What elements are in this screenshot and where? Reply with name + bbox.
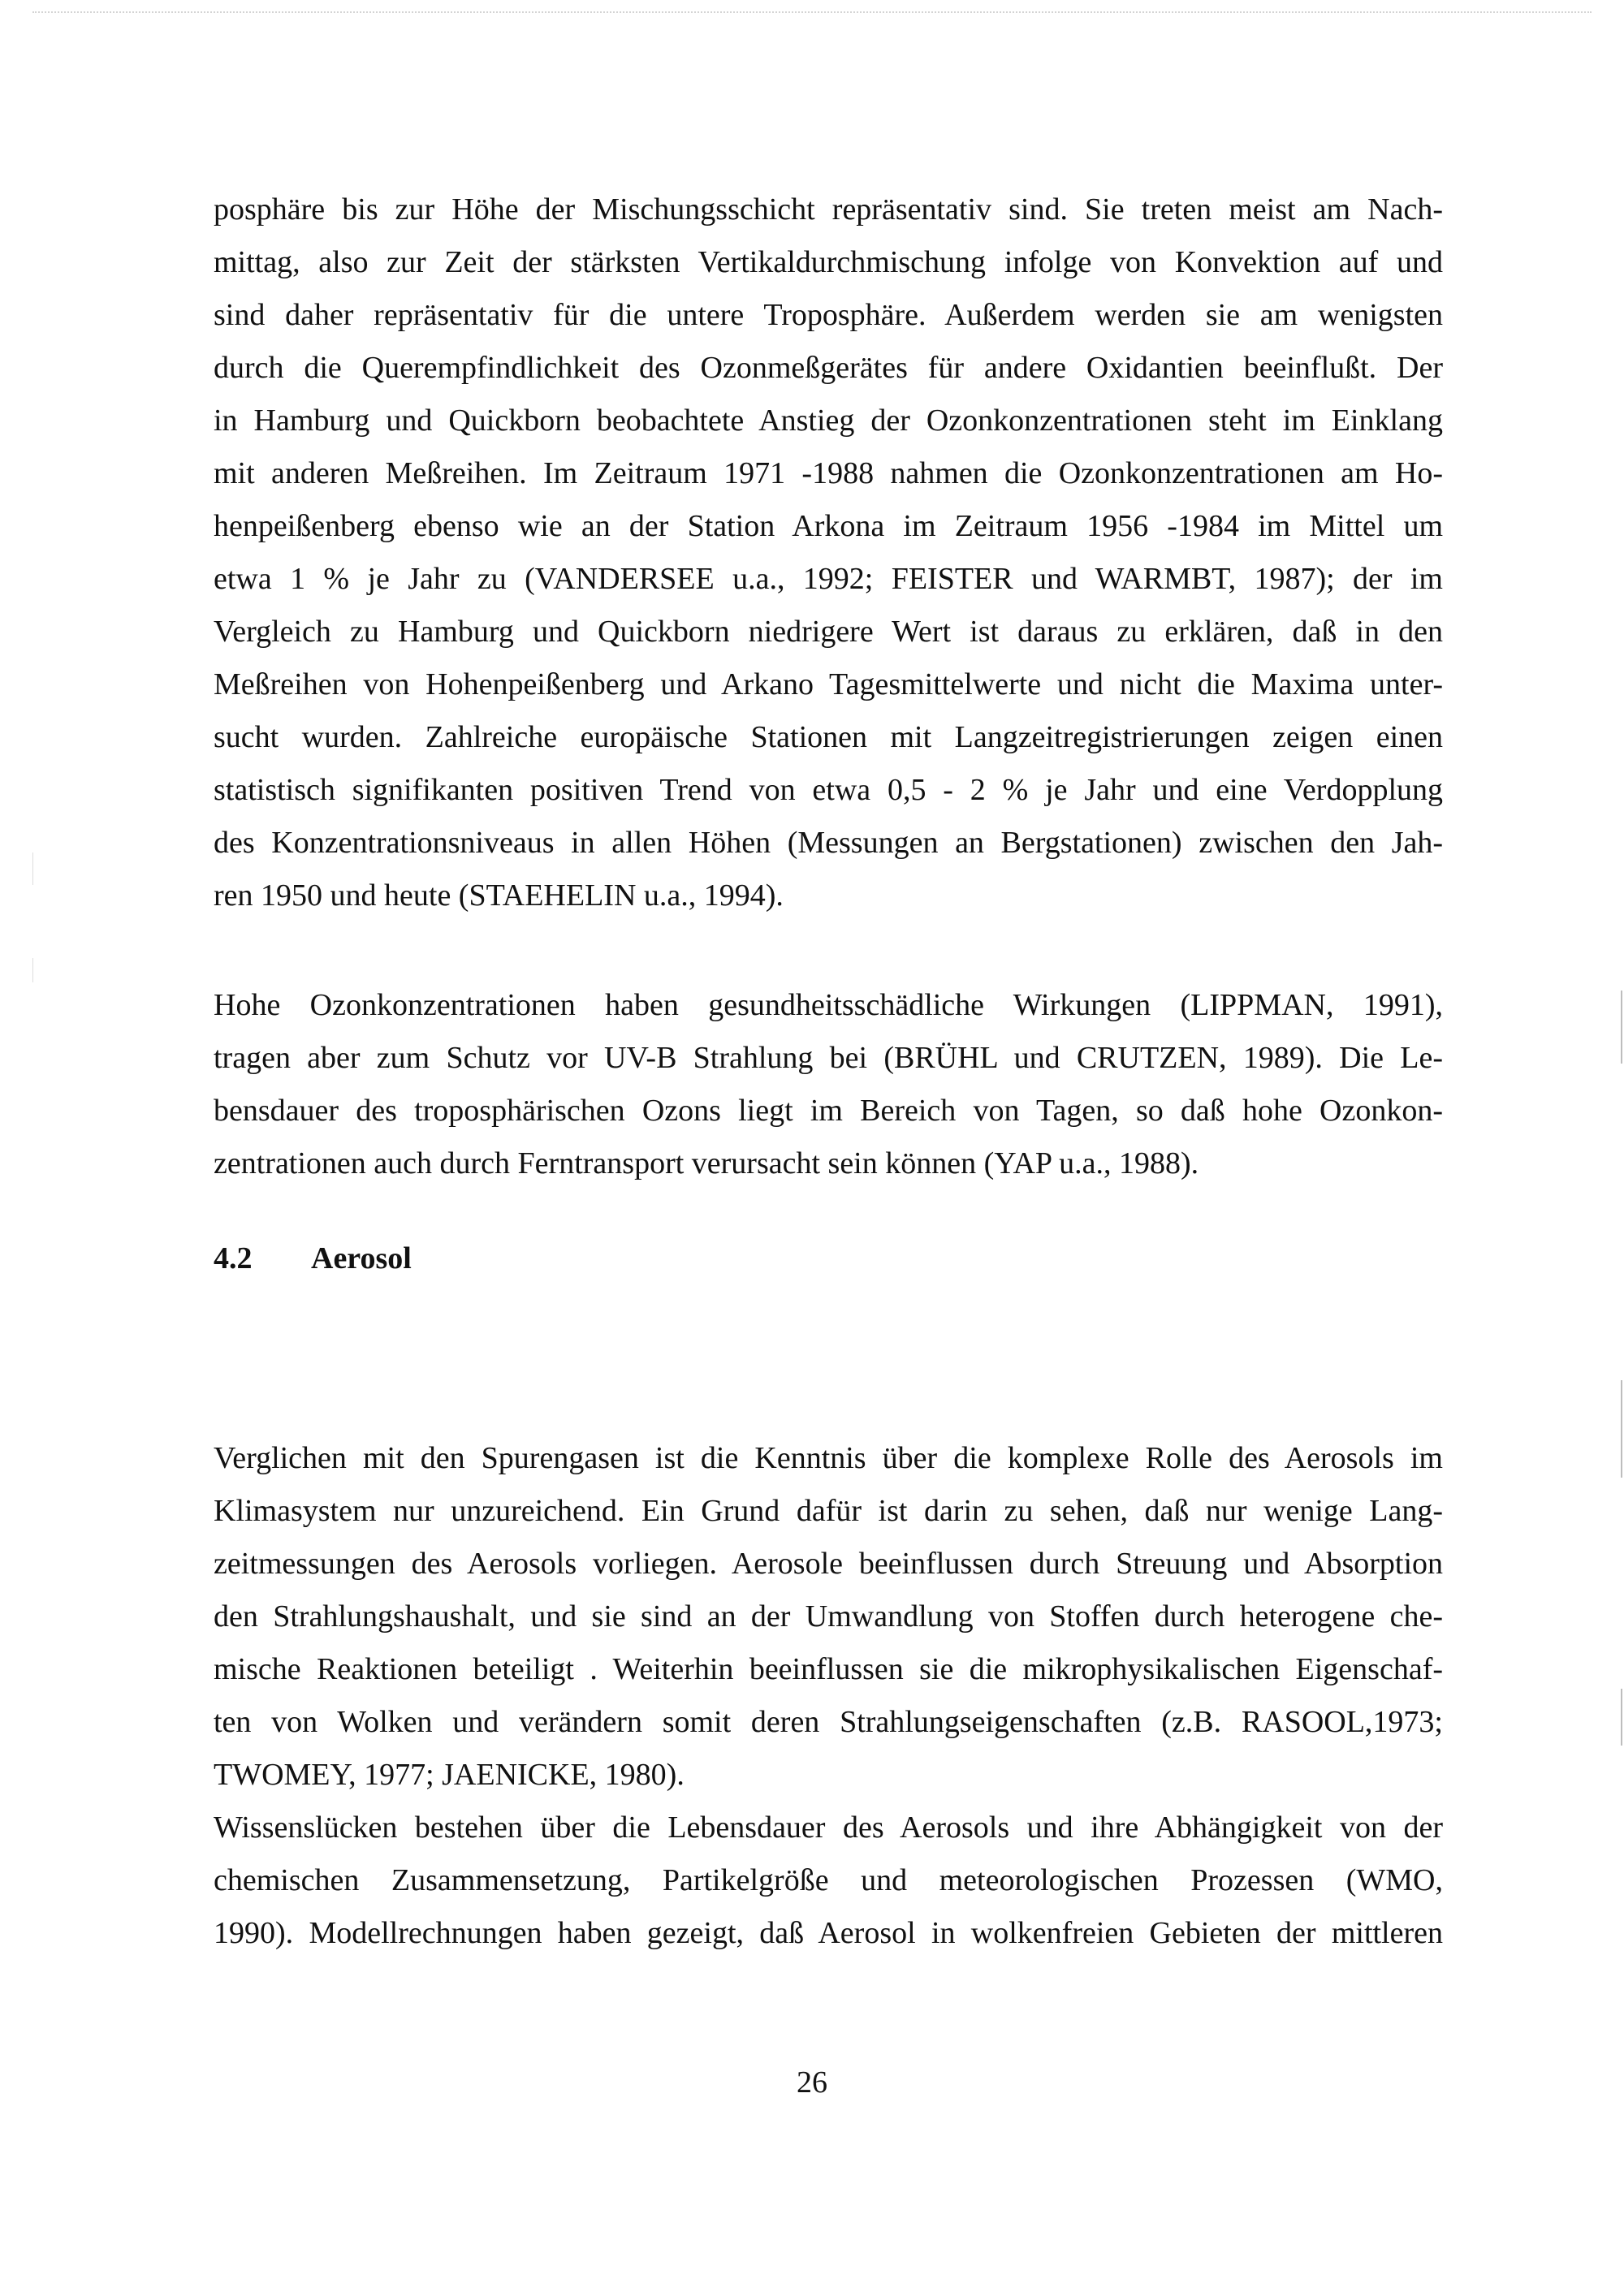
text-line: tragen aber zum Schutz vor UV-B Strahlung bei (BRÜHL und CRUTZEN, 1989). Die Le- [214, 1041, 1443, 1075]
text-line: TWOMEY, 1977; JAENICKE, 1980). [214, 1758, 685, 1792]
text-line: chemischen Zusammensetzung, Partikelgröße und meteorologischen Prozessen (WMO, [214, 1863, 1443, 1897]
section-heading [214, 1234, 412, 1283]
text-line: bensdauer des troposphärischen Ozons liegt im Bereich von Tagen, so daß hohe Ozonkon- [214, 1094, 1443, 1128]
text-line: ten von Wolken und verändern somit deren Strahlungseigenschaften (z.B. RASOOL,1973; [214, 1705, 1443, 1739]
text-line: mit anderen Meßreihen. Im Zeitraum 1971 -1988 nahmen die Ozonkonzentrationen am Ho- [214, 456, 1443, 490]
text-line: Meßreihen von Hohenpeißenberg und Arkano Tagesmittelwerte und nicht die Maxima unter- [214, 667, 1443, 701]
text-line: Hohe Ozonkonzentrationen haben gesundheitsschädliche Wirkungen (LIPPMAN, 1991), [214, 988, 1443, 1022]
text-line: mittag, also zur Zeit der stärksten Vertikaldurchmischung infolge von Konvektion auf und [214, 245, 1443, 279]
text-line: Klimasystem nur unzureichend. Ein Grund dafür ist darin zu sehen, daß nur wenige Lang- [214, 1494, 1443, 1528]
text-line: zentrationen auch durch Ferntransport verursacht sein können (YAP u.a., 1988). [214, 1146, 1199, 1180]
text-line: Verglichen mit den Spurengasen ist die Kenntnis über die komplexe Rolle des Aerosols im [214, 1441, 1443, 1475]
scan-top-edge [32, 11, 1592, 13]
paragraph-ozone-effects [214, 979, 1443, 1190]
section-number: 4.2 [214, 1241, 253, 1275]
paragraph-aerosol-gaps [214, 1802, 1443, 1960]
scan-left-edge-mark [32, 852, 33, 885]
text-line: durch die Querempfindlichkeit des Ozonmeßgerätes für andere Oxidantien beeinflußt. Der [214, 351, 1443, 385]
scan-right-edge-mark [1621, 1380, 1622, 1478]
text-line: den Strahlungshaushalt, und sie sind an der Umwandlung von Stoffen durch heterogene che- [214, 1599, 1443, 1634]
scan-right-edge-mark [1621, 990, 1622, 1064]
text-line: des Konzentrationsniveaus in allen Höhen (Messungen an Bergstationen) zwischen den Jah- [214, 826, 1443, 860]
text-line: mische Reaktionen beteiligt . Weiterhin beeinflussen sie die mikrophysikalischen Eigenschaf- [214, 1652, 1443, 1686]
text-line: henpeißenberg ebenso wie an der Station Arkona im Zeitraum 1956 -1984 im Mittel um [214, 509, 1443, 543]
text-line: etwa 1 % je Jahr zu (VANDERSEE u.a., 1992; FEISTER und WARMBT, 1987); der im [214, 562, 1443, 596]
scan-left-edge-mark [32, 958, 33, 982]
text-line: Wissenslücken bestehen über die Lebensdauer des Aerosols und ihre Abhängigkeit von der [214, 1810, 1443, 1845]
page-number: 26 [797, 2065, 827, 2100]
text-line: zeitmessungen des Aerosols vorliegen. Aerosole beeinflussen durch Streuung und Absorption [214, 1547, 1443, 1581]
text-line: in Hamburg und Quickborn beobachtete Anstieg der Ozonkonzentrationen steht im Einklang [214, 404, 1443, 438]
text-line: 1990). Modellrechnungen haben gezeigt, daß Aerosol in wolkenfreien Gebieten der mittleren [214, 1916, 1443, 1950]
text-line: statistisch signifikanten positiven Trend von etwa 0,5 - 2 % je Jahr und eine Verdopplung [214, 773, 1443, 807]
paragraph-ozone-continued [214, 183, 1443, 922]
text-line: posphäre bis zur Höhe der Mischungsschicht repräsentativ sind. Sie treten meist am Nach- [214, 192, 1443, 227]
text-line: ren 1950 und heute (STAEHELIN u.a., 1994). [214, 878, 784, 913]
text-line: Vergleich zu Hamburg und Quickborn niedrigere Wert ist daraus zu erklären, daß in den [214, 615, 1443, 649]
paragraph-aerosol-intro [214, 1432, 1443, 1802]
text-line: sind daher repräsentativ für die untere Troposphäre. Außerdem werden sie am wenigsten [214, 298, 1443, 332]
text-line: sucht wurden. Zahlreiche europäische Stationen mit Langzeitregistrierungen zeigen einen [214, 720, 1443, 754]
section-title: Aerosol [311, 1241, 412, 1275]
scan-right-edge-mark [1621, 1689, 1622, 1746]
